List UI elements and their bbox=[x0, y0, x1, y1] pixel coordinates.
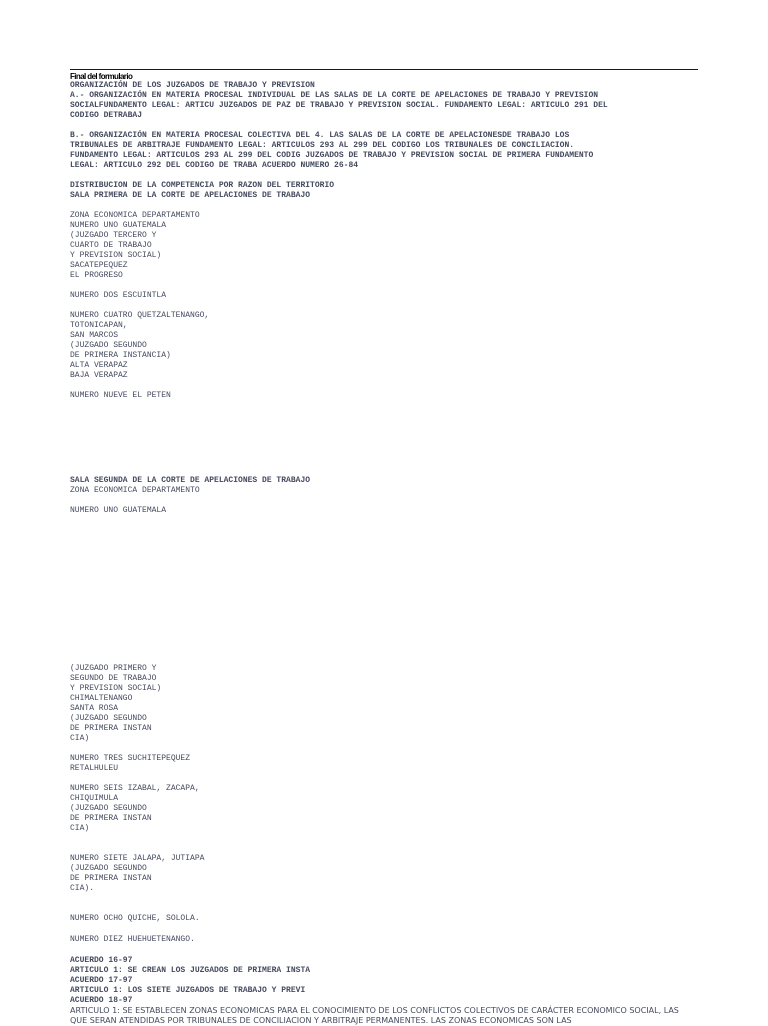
horizontal-rule bbox=[70, 69, 698, 70]
sala2-zona-tres: NUMERO TRES SUCHITEPEQUEZ RETALHULEU bbox=[70, 754, 191, 773]
acuerdo-article-paragraph: ARTICULO 1: SE ESTABLECEN ZONAS ECONOMICAS PARA EL CONOCIMIENTO DE LOS CONFLICTOS COLECTIVOS DE CARÁCTER ECONOMICO SOCIAL, LAS QUE SERAN ATENDIDAS POR TRIBUNALES DE CONCILIACION Y ARBITRAJE PERMANENTES. LAS ZONAS ECONOMICAS SON LAS bbox=[70, 1006, 679, 1025]
sala1-zona-cuatro: NUMERO CUATRO QUETZALTENANGO, TOTONICAPAN, SAN MARCOS (JUZGADO SEGUNDO DE PRIMERA INSTANCIA) ALTA VERAPAZ BAJA VERAPAZ bbox=[70, 311, 210, 380]
distribution-heading: DISTRIBUCION DE LA COMPETENCIA POR RAZON DEL TERRITORIO SALA PRIMERA DE LA CORTE DE APELACIONES DE TRABAJO bbox=[70, 181, 335, 200]
sala1-zona-nueve: NUMERO NUEVE EL PETEN bbox=[70, 391, 171, 400]
sala2-zona-siete: NUMERO SIETE JALAPA, JUTIAPA (JUZGADO SEGUNDO DE PRIMERA INSTAN CIA). bbox=[70, 854, 205, 893]
sala2-zona-uno-title: NUMERO UNO GUATEMALA bbox=[70, 506, 167, 515]
sala1-zona-dos: NUMERO DOS ESCUINTLA bbox=[70, 291, 167, 300]
sala2-zona-uno-detail: (JUZGADO PRIMERO Y SEGUNDO DE TRABAJO Y PREVISION SOCIAL) CHIMALTENANGO SANTA ROSA (JUZGADO SEGUNDO DE PRIMERA INSTAN CIA) bbox=[70, 664, 162, 743]
form-end-label: Final del formulario bbox=[70, 72, 133, 81]
sala2-zona-seis: NUMERO SEIS IZABAL, ZACAPA, CHIQUIMULA (JUZGADO SEGUNDO DE PRIMERA INSTAN CIA) bbox=[70, 784, 200, 833]
sala2-subheading: ZONA ECONOMICA DEPARTAMENTO bbox=[70, 486, 200, 495]
sala1-zona-uno: ZONA ECONOMICA DEPARTAMENTO NUMERO UNO GUATEMALA (JUZGADO TERCERO Y CUARTO DE TRABAJO Y PREVISION SOCIAL) SACATEPEQUEZ EL PROGRESO bbox=[70, 211, 200, 280]
section-b-paragraph: B.- ORGANIZACIÓN EN MATERIA PROCESAL COLECTIVA DEL 4. LAS SALAS DE LA CORTE DE APELACIONESDE TRABAJO LOS TRIBUNALES DE ARBITRAJE FUNDAMENTO LEGAL: ARTICULOS 293 AL 299 DEL CODIGO LOS TRIBUNALES DE CONCILIACION. FUNDAMENTO LEGAL: ARTICULOS 293 AL 299 DEL CODIG JUZGADOS DE TRABAJO Y PREVISION SOCIAL DE PRIMERA FUNDAMENTO LEGAL: ARTICULO 292 DEL CODIGO DE TRABA ACUERDO NUMERO 26-84 bbox=[70, 131, 594, 170]
document-heading-block: ORGANIZACIÓN DE LOS JUZGADOS DE TRABAJO Y PREVISION A.- ORGANIZACIÓN EN MATERIA PROCESAL INDIVIDUAL DE LAS SALAS DE LA CORTE DE APELACIONES DE TRABAJO Y PREVISION SOCIALFUNDAMENTO LEGAL: ARTICU JUZGADOS DE PAZ DE TRABAJO Y PREVISION SOCIAL. FUNDAMENTO LEGAL: ARTICULO 291 DEL CODIGO DETRABAJ bbox=[70, 81, 608, 120]
sala2-zona-diez: NUMERO DIEZ HUEHUETENANGO. bbox=[70, 935, 195, 944]
sala2-heading: SALA SEGUNDA DE LA CORTE DE APELACIONES DE TRABAJO bbox=[70, 476, 311, 485]
acuerdos-list: ACUERDO 16-97 ARTICULO 1: SE CREAN LOS JUZGADOS DE PRIMERA INSTA ACUERDO 17-97 ARTICULO 1: LOS SIETE JUZGADOS DE TRABAJO Y PREVI ACUERDO 18-97 bbox=[70, 956, 311, 1005]
sala2-zona-ocho: NUMERO OCHO QUICHE, SOLOLA. bbox=[70, 914, 200, 923]
